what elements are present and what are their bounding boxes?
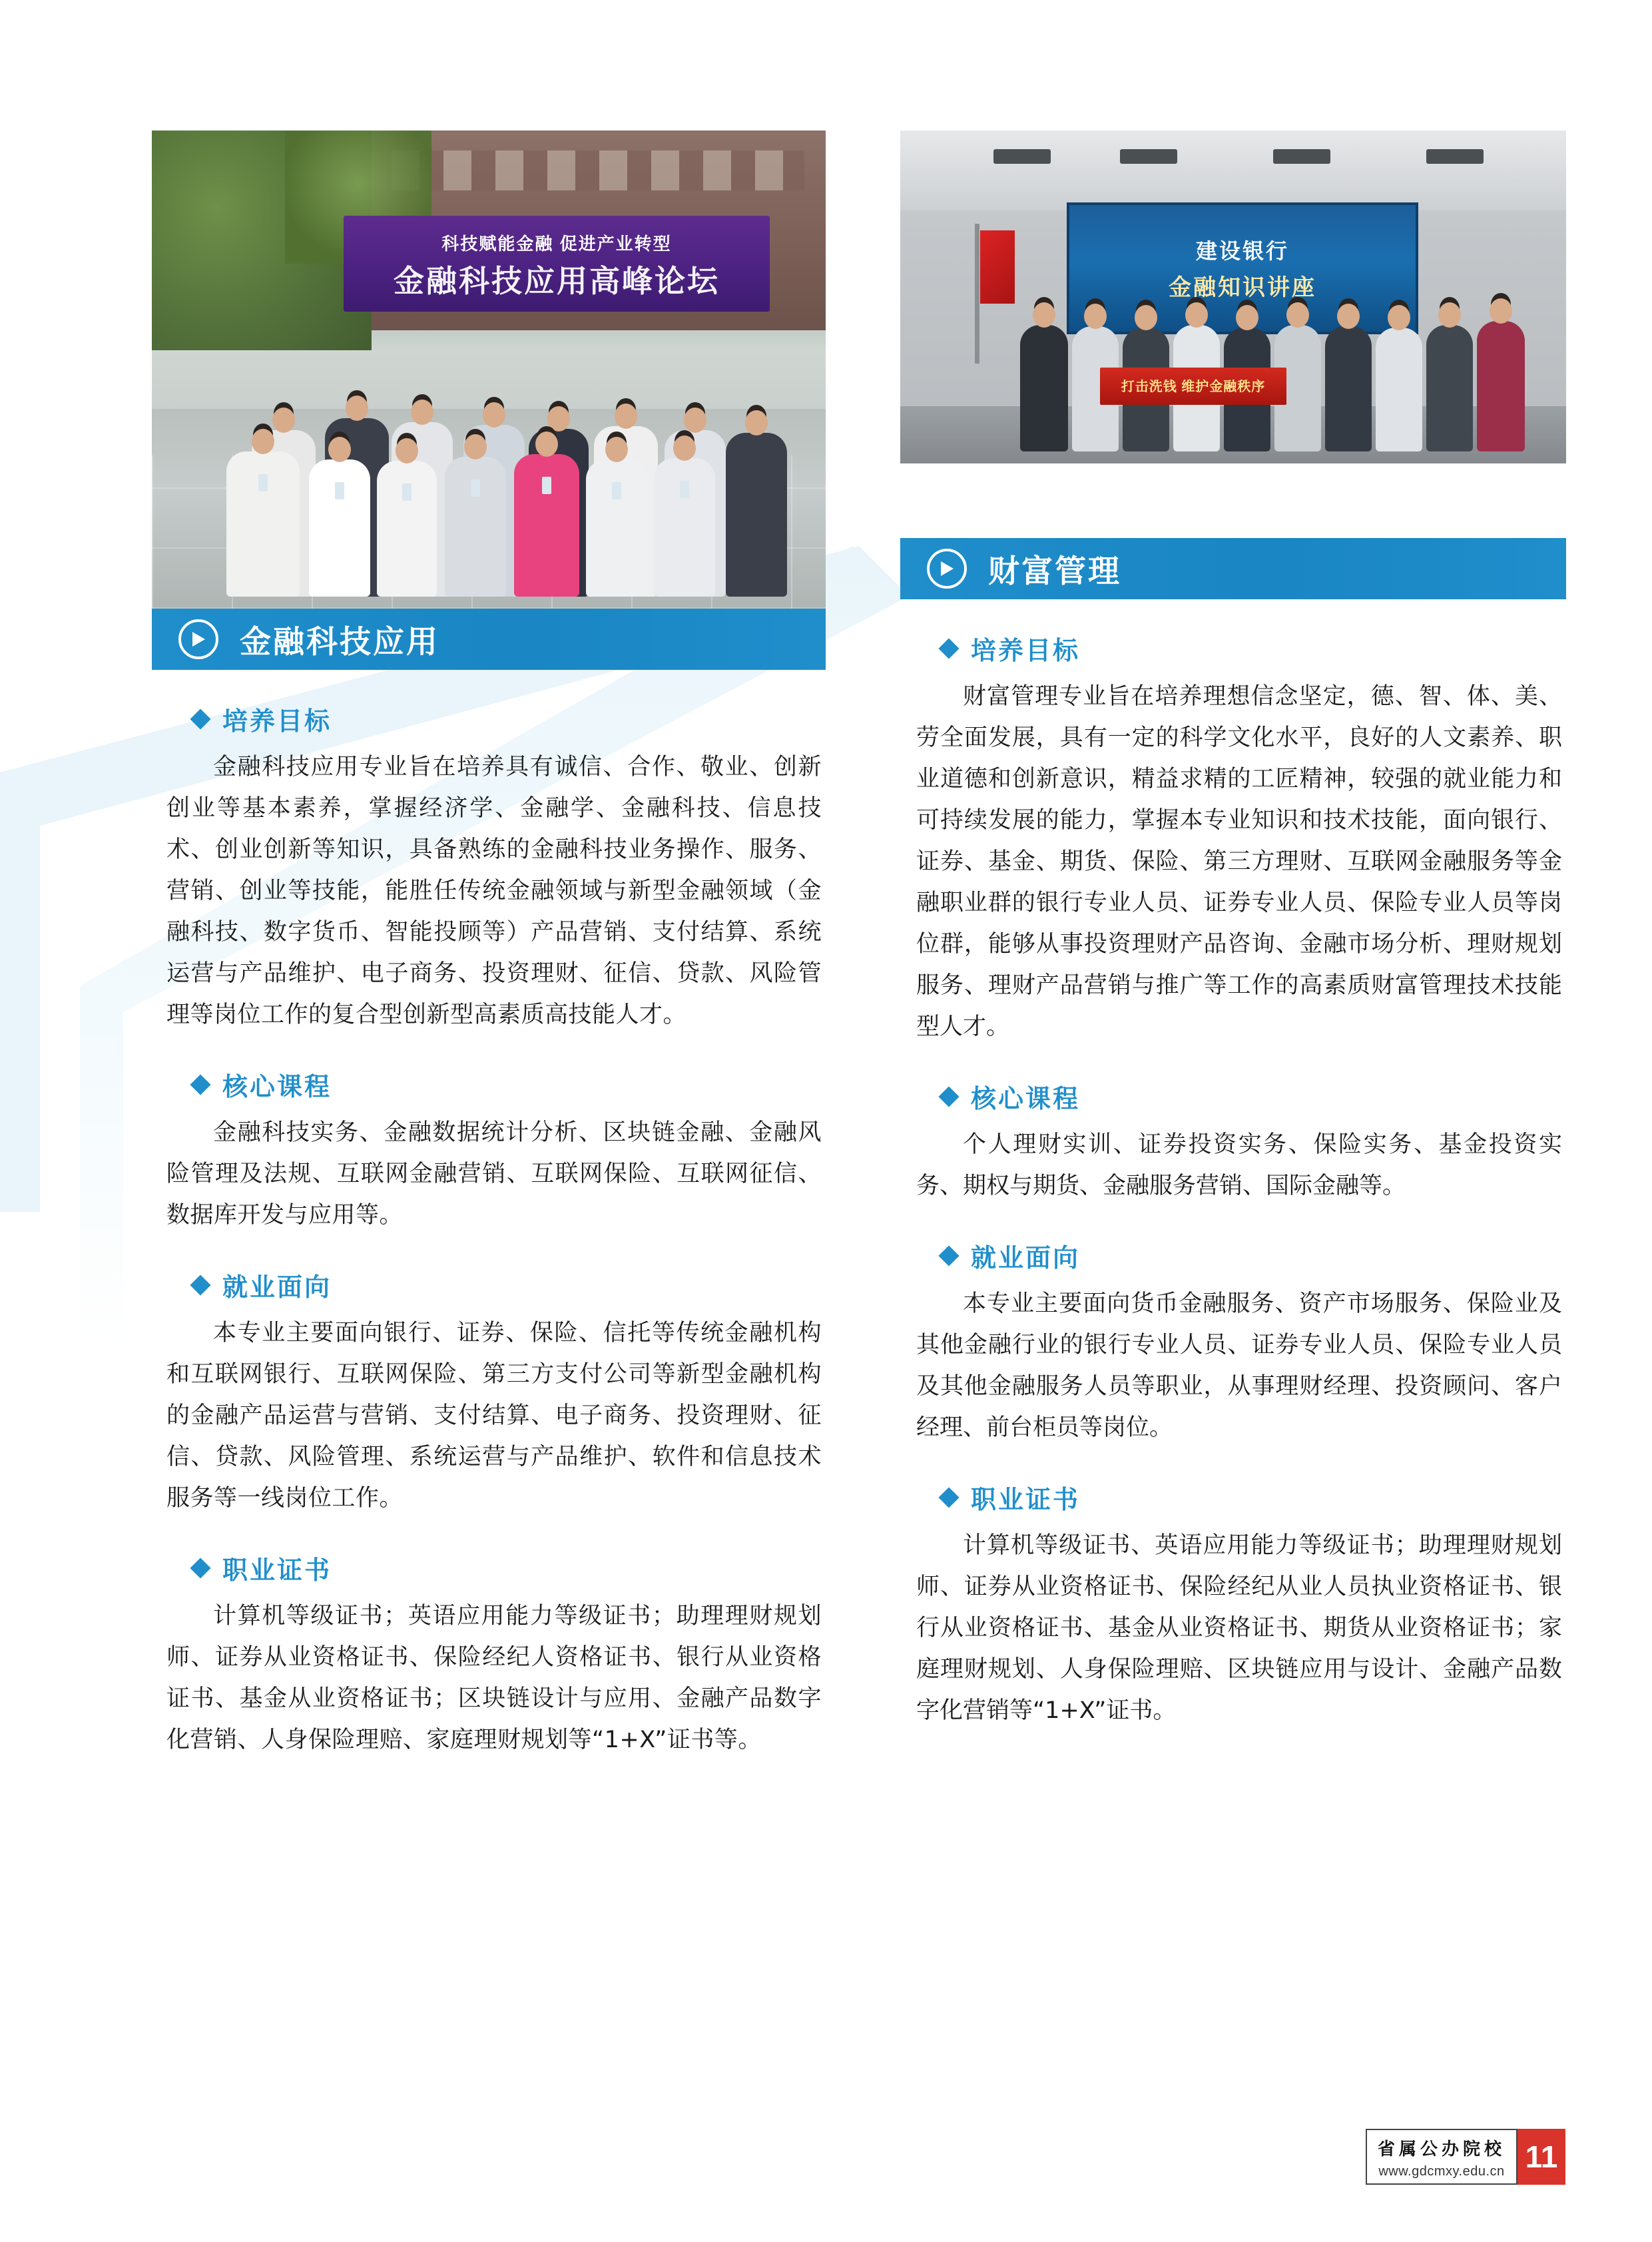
photo-person [514,454,579,597]
footer-label: 省属公办院校 [1377,2139,1506,2159]
column-fintech [152,131,826,1761]
paragraph-courses: 个人理财实训、证券投资实务、保险实务、基金投资实务、期权与期货、金融服务营销、国际金融等。 [916,1131,1562,1199]
photo-person [309,459,370,597]
photo-forum-banner [344,216,770,312]
subheading-label: 就业面向 [222,1272,332,1302]
photo-person [1426,325,1473,451]
photo-person [1020,325,1068,451]
photo-person [1325,326,1372,451]
section-header-wealth [900,538,1566,599]
photo-person [586,459,647,597]
column-wealth [900,131,1566,1731]
block-fintech-goal [152,701,826,1035]
subheading-goal [942,630,1566,667]
subheading-label: 核心课程 [222,1072,332,1101]
photo-ceiling-light [993,149,1051,164]
photo-fintech-forum [152,131,826,609]
subheading-label: 就业面向 [971,1243,1081,1272]
photo-person [654,458,715,597]
paragraph-certificates: 计算机等级证书；英语应用能力等级证书；助理理财规划师、证券从业资格证书、保险经纪人资格证书、银行从业资格证书、基金从业资格证书；区块链设计与应用、金融产品数字化营销、人身保险理赔、家庭理财规划等“1+X”证书等。 [166,1603,822,1753]
subheading-label: 核心课程 [971,1084,1081,1113]
diamond-icon [938,638,959,659]
photo-banner-line2: 金融科技应用高峰论坛 [394,264,720,298]
photo-flag [980,230,1015,304]
block-wealth-certificates [900,1479,1566,1731]
photo-ceiling-light [1273,149,1330,164]
block-fintech-employment [152,1266,826,1519]
section-title: 金融科技应用 [240,623,439,661]
subheading-courses [942,1078,1566,1115]
block-wealth-courses [900,1078,1566,1207]
block-wealth-employment [900,1237,1566,1448]
photo-ceiling-light [1426,149,1484,164]
photo-ceiling [900,131,1566,210]
subheading-label: 职业证书 [222,1555,332,1585]
photo-ceiling-light [1120,149,1177,164]
photo-banner-line1: 科技赋能金融 促进产业转型 [441,234,672,254]
section-header-fintech [152,609,826,670]
subheading-courses [193,1066,826,1103]
subheading-certificates [193,1549,826,1586]
subheading-certificates [942,1479,1566,1516]
page-number-badge: 11 [1517,2129,1565,2185]
subheading-goal [193,701,826,737]
block-wealth-goal [900,630,1566,1047]
paragraph-employment: 本专业主要面向银行、证券、保险、信托等传统金融机构和互联网银行、互联网保险、第三方支付公司等新型金融机构的金融产品运营与营销、支付结算、电子商务、投资理财、征信、贷款、风险管理、系统运营与产品维护、软件和信息技术服务等一线岗位工作。 [166,1320,822,1512]
subheading-employment [193,1266,826,1303]
diamond-icon [190,708,210,729]
photo-screen-line2: 金融知识讲座 [1169,275,1316,300]
page-footer [1366,2129,1565,2185]
paragraph-employment: 本专业主要面向货币金融服务、资产市场服务、保险业及其他金融行业的银行专业人员、证券专业人员、保险专业人员及其他金融服务人员等职业，从事理财经理、投资顾问、客户经理、前台柜员等岗位。 [916,1290,1562,1441]
photo-screen-line1: 建设银行 [1195,239,1289,263]
paragraph-certificates: 计算机等级证书、英语应用能力等级证书；助理理财规划师、证券从业资格证书、保险经纪从业人员执业资格证书、银行从业资格证书、基金从业资格证书、期货从业资格证书；家庭理财规划、人身保险理赔、区块链应用与设计、金融产品数字化营销等“1+X”证书。 [916,1532,1562,1724]
diamond-icon [938,1487,959,1508]
photo-person [726,433,787,597]
photo-red-banner [1100,368,1286,405]
photo-bank-lecture [900,131,1566,463]
play-circle-icon [178,619,218,659]
paragraph-courses: 金融科技实务、金融数据统计分析、区块链金融、金融风险管理及法规、互联网金融营销、互联网保险、互联网征信、数据库开发与应用等。 [166,1119,822,1229]
subheading-label: 培养目标 [971,636,1081,665]
subheading-employment [942,1237,1566,1274]
subheading-label: 培养目标 [222,706,332,736]
paragraph-goal: 财富管理专业旨在培养理想信念坚定，德、智、体、美、劳全面发展，具有一定的科学文化水平，良好的人文素养、职业道德和创新意识，精益求精的工匠精神，较强的就业能力和可持续发展的能力，掌握本专业知识和技术技能，面向银行、证券、基金、期货、保险、第三方理财、互联网金融服务等金融职业群的银行专业人员、证券专业人员、保险专业人员等岗位群，能够从事投资理财产品咨询、金融市场分析、理财规划服务、理财产品营销与推广等工作的高素质财富管理技术技能型人才。 [916,683,1562,1040]
diamond-icon [190,1074,210,1095]
play-circle-icon [927,549,967,589]
subheading-label: 职业证书 [971,1485,1081,1514]
photo-flagpole [975,224,979,364]
section-title: 财富管理 [988,553,1121,590]
paragraph-goal: 金融科技应用专业旨在培养具有诚信、合作、敬业、创新创业等基本素养，掌握经济学、金融学、金融科技、信息技术、创业创新等知识，具备熟练的金融科技业务操作、服务、营销、创业等技能，能胜任传统金融领域与新型金融领域（金融科技、数字货币、智能投顾等）产品营销、支付结算、系统运营与产品维护、电子商务、投资理财、征信、贷款、风险管理等岗位工作的复合型创新型高素质高技能人才。 [166,754,822,1028]
block-fintech-certificates [152,1549,826,1761]
photo-person [445,457,506,597]
diamond-icon [938,1086,959,1107]
diamond-icon [938,1245,959,1266]
footer-info [1366,2129,1517,2185]
block-fintech-courses [152,1066,826,1236]
photo-red-banner-text: 打击洗钱 维护金融秩序 [1121,380,1266,394]
photo-person [1376,328,1422,451]
photo-person [1477,321,1525,451]
footer-url[interactable]: www.gdcmxy.edu.cn [1378,2164,1505,2179]
diamond-icon [190,1274,210,1295]
photo-person [377,461,437,597]
diamond-icon [190,1557,210,1578]
photo-person [226,451,300,597]
